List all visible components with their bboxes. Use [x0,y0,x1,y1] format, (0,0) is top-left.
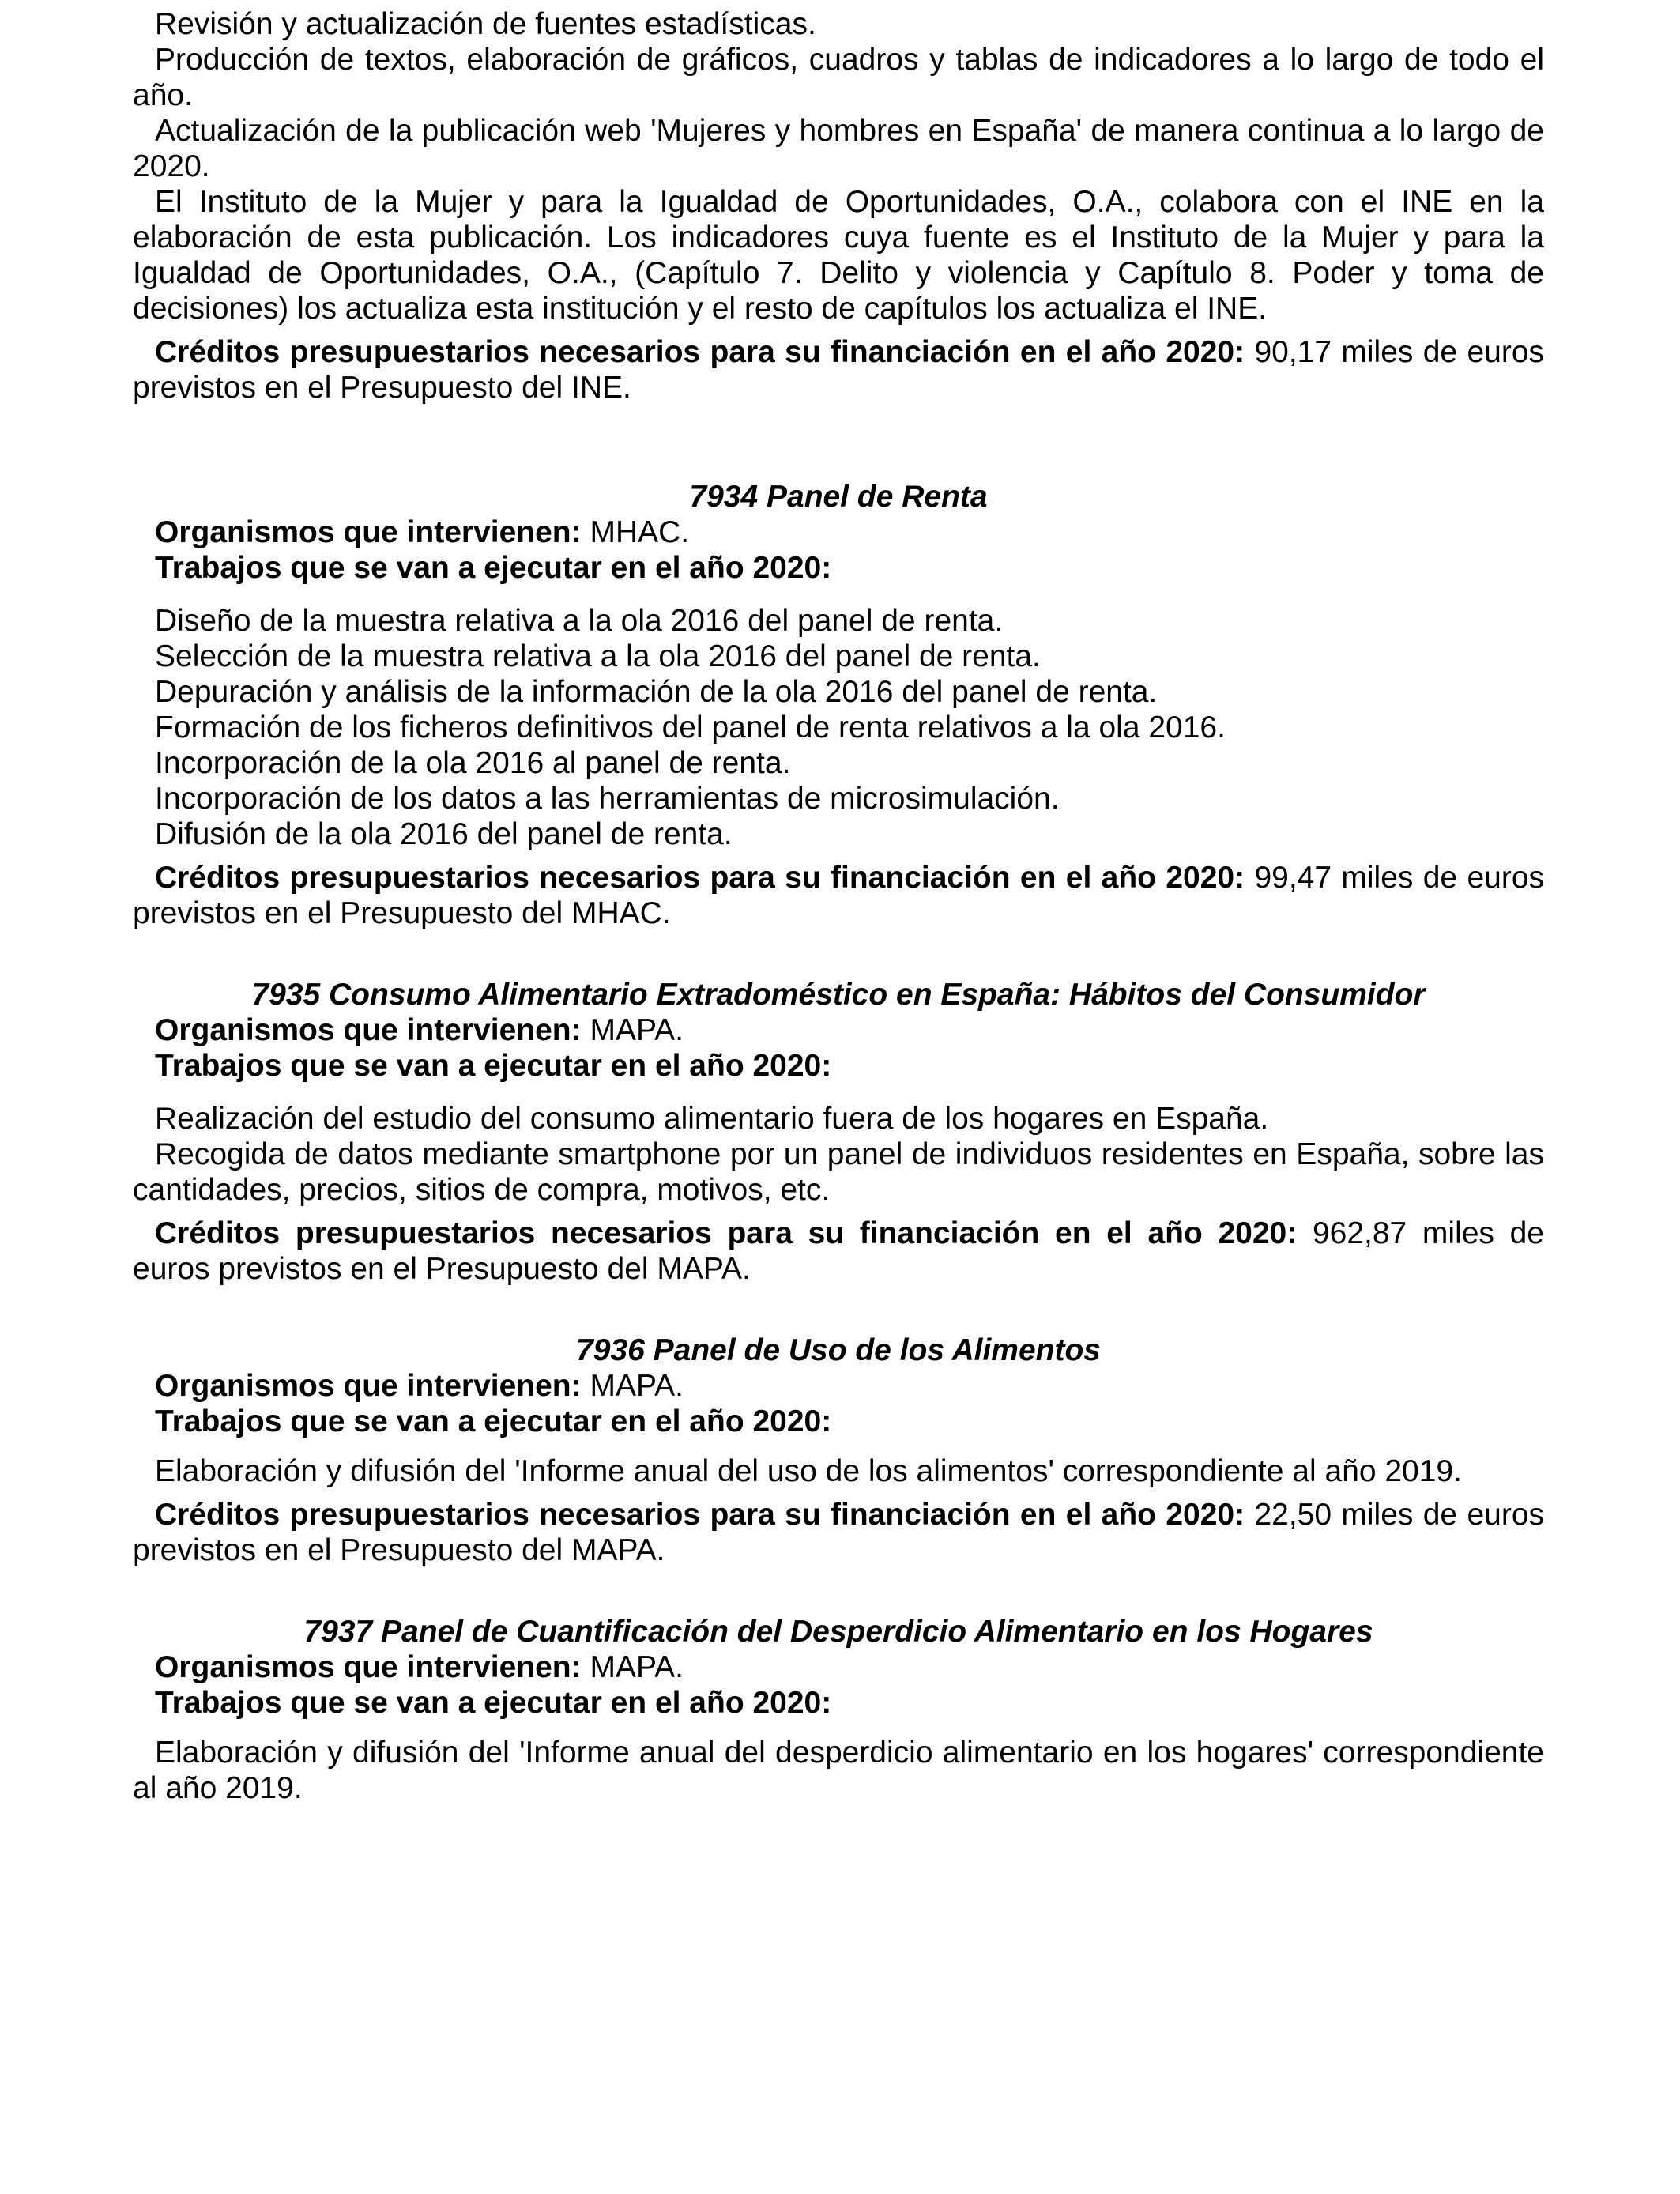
credits-label: Créditos presupuestarios necesarios para su financiación en el año 2020: [155,861,1245,895]
organisms-line [133,1368,1544,1404]
section-title: 7934 Panel de Renta [689,480,988,514]
organisms-line [133,515,1544,550]
credits-paragraph [133,334,1544,405]
organisms-label: Organismos que intervienen: [155,1650,582,1684]
work-item: Selección de la muestra relativa a la ola 2016 del panel de renta. [155,639,1041,673]
work-item: Formación de los ficheros definitivos del panel de renta relativos a la ola 2016. [155,711,1226,745]
credits-label: Créditos presupuestarios necesarios para su financiación en el año 2020: [155,1498,1245,1532]
organisms-label: Organismos que intervienen: [155,515,582,549]
intro-item: Producción de textos, elaboración de gráficos, cuadros y tablas de indicadores a lo largo de todo el año. [133,43,1544,112]
section-7934 [133,479,1544,931]
intro-item: Actualización de la publicación web 'Mujeres y hombres en España' de manera continua a lo largo de 2020. [133,114,1544,183]
section-title: 7936 Panel de Uso de los Alimentos [576,1333,1101,1367]
organisms-label: Organismos que intervienen: [155,1369,582,1403]
work-label: Trabajos que se van a ejecutar en el año 2020: [155,1404,832,1438]
organisms-line [133,1012,1544,1048]
intro-item: Revisión y actualización de fuentes estadísticas. [155,7,816,41]
document-page [133,0,1544,1806]
work-item: Incorporación de los datos a las herramientas de microsimulación. [155,782,1060,816]
section-title: 7937 Panel de Cuantificación del Desperdicio Alimentario en los Hogares [303,1615,1373,1649]
work-label: Trabajos que se van a ejecutar en el año 2020: [155,551,832,585]
work-item: Depuración y análisis de la información de la ola 2016 del panel de renta. [155,675,1158,709]
organisms-value: MAPA. [590,1650,684,1684]
credits-paragraph [133,1216,1544,1287]
work-item: Difusión de la ola 2016 del panel de renta. [155,817,733,851]
work-item: Realización del estudio del consumo alimentario fuera de los hogares en España. [155,1102,1269,1136]
credits-paragraph [133,860,1544,931]
work-list [133,1453,1544,1489]
work-label: Trabajos que se van a ejecutar en el año 2020: [155,1049,832,1083]
work-list [133,603,1544,852]
intro-block [133,6,1544,405]
work-item: Diseño de la muestra relativa a la ola 2016 del panel de renta. [155,604,1004,638]
section-7936 [133,1333,1544,1568]
credits-text: 22,50 miles de euros previstos en el Presupuesto del MAPA. [133,1498,1545,1567]
work-item: Elaboración y difusión del 'Informe anual del desperdicio alimentario en los hogares' correspondiente al año 2019. [133,1736,1544,1805]
work-item: Elaboración y difusión del 'Informe anual del uso de los alimentos' correspondiente al año 2019. [155,1454,1462,1488]
intro-item: El Instituto de la Mujer y para la Igualdad de Oportunidades, O.A., colabora con el INE en la elaboración de esta publicación. Los indicadores cuya fuente es el Instituto de la Mujer y para la Igualdad de Oportunidades, O.A., (Capítulo 7. Delito y violencia y Capítulo 8. Poder y toma de decisiones) los actualiza esta institución y el resto de capítulos los actualiza el INE. [133,185,1544,326]
work-item: Recogida de datos mediante smartphone por un panel de individuos residentes en España, sobre las cantidades, precios, sitios de compra, motivos, etc. [133,1137,1544,1207]
section-7935 [133,977,1544,1287]
work-list [133,1735,1544,1806]
organisms-value: MAPA. [590,1369,684,1403]
section-7937 [133,1614,1544,1806]
organisms-value: MHAC. [590,515,690,549]
organisms-value: MAPA. [590,1013,684,1047]
credits-label: Créditos presupuestarios necesarios para su financiación en el año 2020: [155,335,1245,369]
credits-text: 99,47 miles de euros previstos en el Presupuesto del MHAC. [133,861,1545,930]
work-list [133,1101,1544,1208]
credits-text: 962,87 miles de euros previstos en el Presupuesto del MAPA. [133,1216,1544,1286]
credits-text: 90,17 miles de euros previstos en el Presupuesto del INE. [133,335,1545,405]
work-item: Incorporación de la ola 2016 al panel de renta. [155,746,791,780]
credits-label: Créditos presupuestarios necesarios para su financiación en el año 2020: [155,1216,1298,1250]
organisms-line [133,1649,1544,1685]
credits-paragraph [133,1497,1544,1568]
work-label: Trabajos que se van a ejecutar en el año 2020: [155,1686,832,1720]
organisms-label: Organismos que intervienen: [155,1013,582,1047]
section-title: 7935 Consumo Alimentario Extradoméstico en España: Hábitos del Consumidor [251,978,1426,1012]
